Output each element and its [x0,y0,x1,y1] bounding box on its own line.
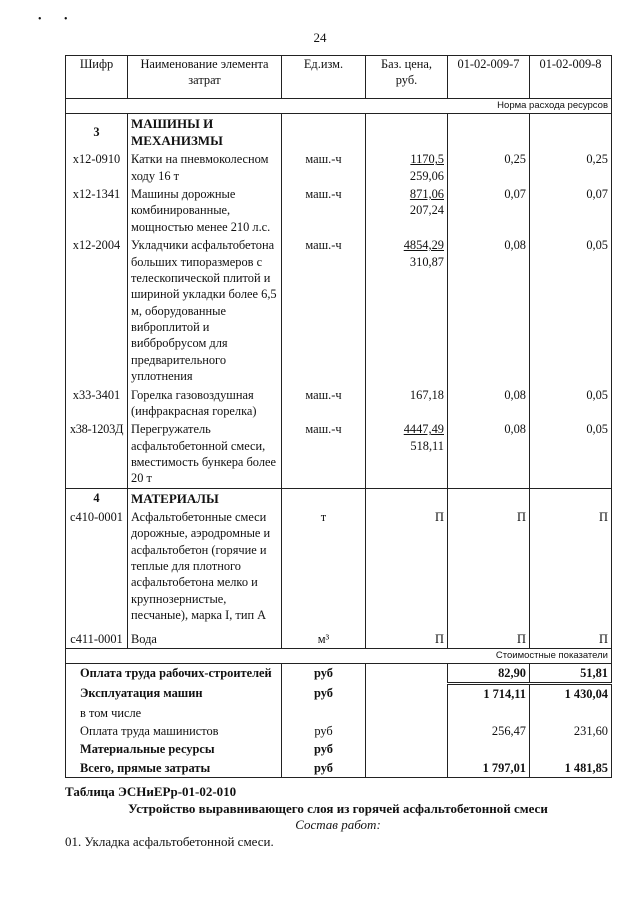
band-cost: Стоимостные показатели [66,648,612,663]
row-code: х12-1341 [66,185,128,236]
section-number: 4 [66,488,128,508]
table-row [66,508,612,625]
row-value-1: П [448,625,530,649]
summary-value-2: 231,60 [530,722,612,740]
row-unit: маш.-ч [282,386,366,421]
row-price-top: П [366,508,448,625]
summary-label: Оплата труда машинистов [66,722,282,740]
header-col2: 01-02-009-8 [530,56,612,99]
table-row [66,236,612,385]
row-value-1: П [448,508,530,625]
row-name: Горелка газовоздушная (инфракрасная горелка) [128,386,282,421]
row-unit: т [282,508,366,625]
row-name: Укладчики асфальтобетона больших типоразмеров с телескопической плитой и шириной укладки более 6,5 м, оборудованные виброплитой и виббробрусом для предварительного уплотнения [128,236,282,385]
row-name: Асфальтобетонные смеси дорожные, аэродромные и асфальтобетон (горячие и теплые для плотного асфальтобетона мелко и крупнозернистые, песчаные), марка I, тип А [128,508,282,625]
row-unit: маш.-ч [282,150,366,185]
row-unit: м³ [282,625,366,649]
row-price-bottom: 310,87 [409,254,444,269]
row-name: Машины дорожные комбинированные, мощностью менее 210 л.с. [128,185,282,236]
summary-row [66,663,612,683]
scan-specks: • • [38,14,68,25]
row-name: Катки на пневмоколесном ходу 16 т [128,150,282,185]
summary-label: Оплата труда рабочих-строителей [66,663,282,683]
table-header-row [66,56,612,99]
section-title: МАТЕРИАЛЫ [128,488,282,508]
row-value-2: П [530,625,612,649]
band-cost-row [66,648,612,663]
header-base-price: Баз. цена, руб. [366,56,448,99]
summary-row [66,759,612,778]
table-row [66,625,612,649]
summary-row [66,704,612,722]
row-price-top: 167,18 [409,387,444,402]
summary-row [66,740,612,758]
page-number: 24 [313,30,327,45]
table-row [66,185,612,236]
header-code: Шифр [66,56,128,99]
table-row [66,150,612,185]
summary-row [66,684,612,704]
row-price-bottom: 518,11 [410,438,444,453]
row-price-top: 4447,49 [403,422,444,437]
summary-value-1: 82,90 [448,663,530,683]
row-price-top: 1170,5 [410,152,444,167]
row-code: х12-2004 [66,236,128,385]
summary-value-1: 1 714,11 [448,684,530,704]
next-table-title: Таблица ЭСНиЕРр-01-02-010 [65,784,237,799]
summary-unit: руб [282,663,366,683]
row-value-2: 0,05 [530,236,612,385]
row-value-1: 0,08 [448,386,530,421]
next-table-subtitle: Устройство выравнивающего слоя из горячей асфальтобетонной смеси [128,801,548,816]
row-code: с410-0001 [66,508,128,625]
section-number: 3 [66,114,128,151]
section-title: МАШИНЫ И МЕХАНИЗМЫ [128,114,282,151]
table-row [66,386,612,421]
header-col1: 01-02-009-7 [448,56,530,99]
summary-unit: руб [282,740,366,758]
row-value-2: 0,25 [530,150,612,185]
row-value-2: 0,07 [530,185,612,236]
row-unit: маш.-ч [282,185,366,236]
row-value-1: 0,25 [448,150,530,185]
row-value-2: П [530,508,612,625]
row-name: Вода [128,625,282,649]
summary-row [66,722,612,740]
header-unit: Ед.изм. [282,56,366,99]
row-price-top: 871,06 [409,187,444,202]
row-value-2: 0,05 [530,420,612,488]
summary-value-2: 51,81 [530,663,612,683]
row-code: х33-3401 [66,386,128,421]
summary-label: Материальные ресурсы [66,740,282,758]
row-value-1: 0,08 [448,420,530,488]
row-value-2: 0,05 [530,386,612,421]
summary-unit: руб [282,684,366,704]
row-price-top: П [366,625,448,649]
row-code: х38-1203Д [66,420,128,488]
summary-value-1: 256,47 [448,722,530,740]
summary-value-2: 1 481,85 [530,759,612,778]
row-price-bottom: 259,06 [409,168,444,183]
work-step: 01. Укладка асфальтобетонной смеси. [65,834,274,849]
section-row [66,488,612,508]
header-name: Наименование элемента затрат [128,56,282,99]
row-price-top: 4854,29 [403,238,444,253]
row-name: Перегружатель асфальтобетонной смеси, вместимость бункера более 20 т [128,420,282,488]
summary-unit: руб [282,759,366,778]
row-unit: маш.-ч [282,236,366,385]
summary-label: в том числе [66,704,282,722]
resource-norms-table [65,55,612,778]
summary-value-2: 1 430,04 [530,684,612,704]
summary-value-1: 1 797,01 [448,759,530,778]
composition-heading: Состав работ: [295,817,381,832]
section-row [66,114,612,151]
summary-unit: руб [282,722,366,740]
row-code: х12-0910 [66,150,128,185]
summary-label: Всего, прямые затраты [66,759,282,778]
band-norm-row [66,99,612,114]
row-unit: маш.-ч [282,420,366,488]
row-price-bottom: 207,24 [409,203,444,218]
band-norm: Норма расхода ресурсов [66,99,612,114]
row-value-1: 0,08 [448,236,530,385]
row-code: с411-0001 [66,625,128,649]
table-row [66,420,612,488]
summary-label: Эксплуатация машин [66,684,282,704]
row-value-1: 0,07 [448,185,530,236]
